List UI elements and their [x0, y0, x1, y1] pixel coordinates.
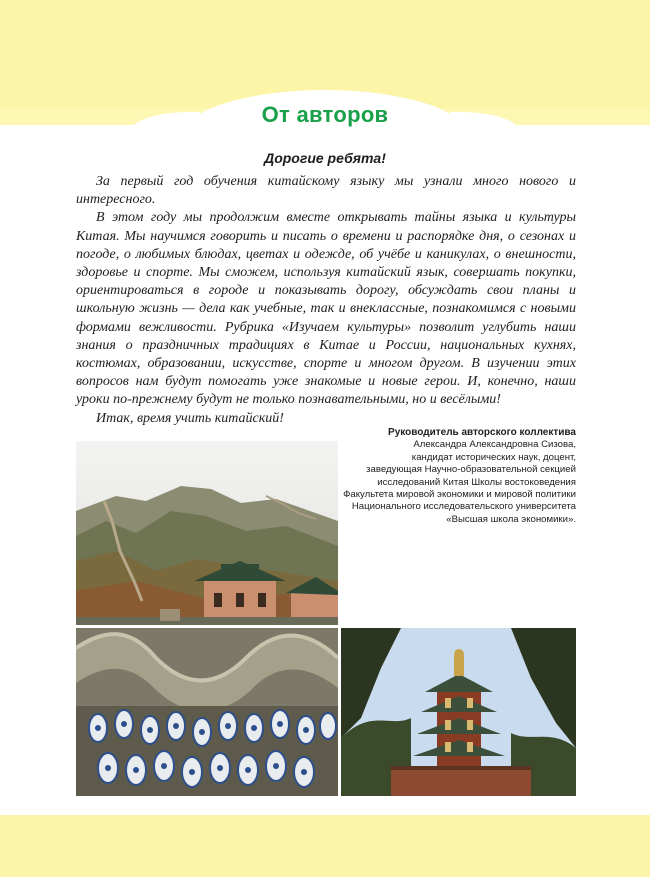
- author-position: заведующая Научно-образовательной секцией исследований Китая Школы востоковедения Факультета мировой экономики и мировой политики Национального исследовательского университета «Высшая школа экономики».: [343, 464, 576, 525]
- paragraph-2: В этом году мы продолжим вместе открывать тайны языка и культуры Китая. Мы научимся говорить и писать о времени и распорядке дня, о сезонах и погоде, о любимых блюдах, цветах и одежде, об учёбе и каникулах, о внешности, здоровье и спорте. Мы сможем, используя китайский язык, совершать покупки, ориентироваться в городе и показывать дорогу, обсуждать свои планы и школьную жизнь — дела как учебные, так и внеклассные, познакомимся с новыми формами вежливости. Рубрика «Изучаем культуры» позволит углубить наши знания о праздничных традициях в Китае и России, национальных кухнях, костюмах, образовании, искусстве, спорте и многом другом. В изучении этих вопросов нам будут помогать уже знакомые и новые герои. И, конечно, наши уроки по-прежнему будут не только познавательными, но и весёлыми!: [76, 210, 576, 408]
- page-title: От авторов: [261, 102, 389, 127]
- porcelain-vase-wall-photo: [76, 628, 338, 796]
- pagoda-image: [341, 628, 576, 796]
- great-wall-image: [76, 441, 338, 625]
- preface-text: [76, 173, 576, 428]
- author-name: Александра Александровна Сизова,: [413, 439, 576, 451]
- paragraph-1: За первый год обучения китайскому языку мы узнали много нового и интересного.: [76, 174, 576, 208]
- greeting-heading: Дорогие ребята!: [264, 150, 386, 166]
- author-signature: [340, 427, 576, 526]
- great-wall-photo: [76, 441, 338, 625]
- pagoda-photo: [341, 628, 576, 796]
- bottom-yellow-band: [0, 815, 650, 877]
- author-degree: кандидат исторических наук, доцент,: [411, 451, 576, 463]
- author-role: Руководитель авторского коллектива: [388, 427, 576, 438]
- porcelain-vase-image: [76, 628, 338, 796]
- paragraph-3: Итак, время учить китайский!: [96, 410, 284, 426]
